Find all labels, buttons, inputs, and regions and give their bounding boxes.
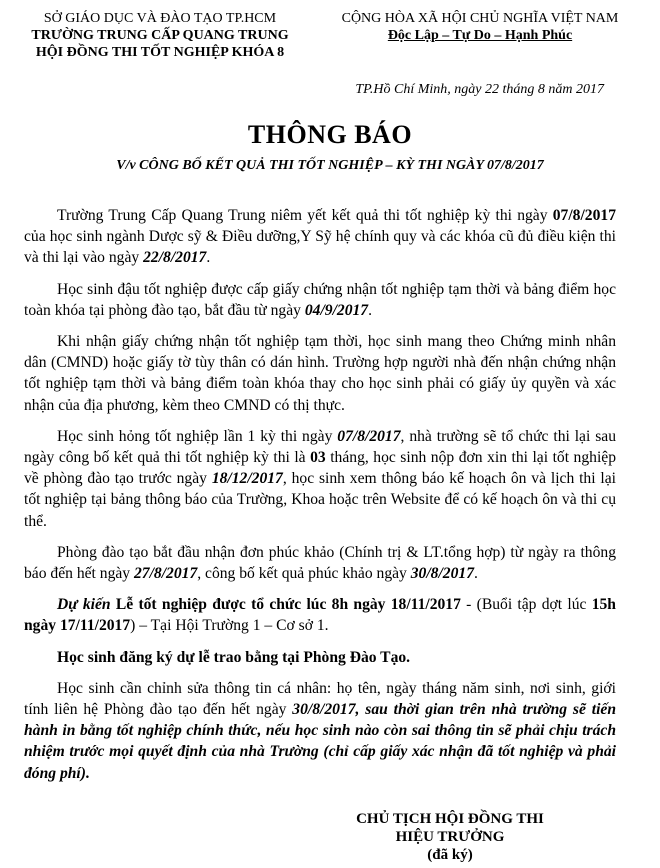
document-body <box>24 205 616 794</box>
paragraph-registration: Học sinh đăng ký dự lễ trao bằng tại Phòng Đào Tạo. <box>57 648 411 666</box>
document-title: THÔNG BÁO <box>247 120 413 149</box>
signer-title: CHỦ TỊCH HỘI ĐỒNG THI <box>356 811 544 827</box>
signature-block <box>330 810 570 864</box>
paragraph-appeal: Phòng đào tạo bắt đầu nhận đơn phúc khảo (Chính trị & LT.tổng hợp) từ ngày ra thông báo đến hết ngày 27/8/2017, công bố kết quả phúc khảo ngày 30/8/2017. <box>24 543 616 583</box>
national-motto: Độc Lập – Tự Do – Hạnh Phúc <box>387 28 573 43</box>
national-header <box>310 10 650 44</box>
signer-role: HIỆU TRƯỞNG <box>395 829 505 845</box>
paragraph-graduation-ceremony: Dự kiến Lễ tốt nghiệp được tổ chức lúc 8h ngày 18/11/2017 - (Buổi tập dợt lúc 15h ngày 17/11/2017) – Tại Hội Trường 1 – Cơ sở 1. <box>24 596 616 635</box>
date-line: TP.Hồ Chí Minh, ngày 22 tháng 8 năm 2017 <box>355 82 604 97</box>
paragraph-info-correction: Học sinh cần chỉnh sửa thông tin cá nhân: họ tên, ngày tháng năm sinh, nơi sinh, giới tính liên hệ Phòng đào tạo đến hết ngày 30/8/2017, sau thời gian trên nhà trường sẽ tiến hành in bằng tốt nghiệp chính thức, nếu học sinh nào còn sai thông tin sẽ phải chịu trách nhiệm trước mọi quyết định của nhà Trường (chỉ cấp giấy xác nhận đã tốt nghiệp và phải đóng phí). <box>24 679 616 782</box>
national-title: CỘNG HÒA XÃ HỘI CHỦ NGHĨA VIỆT NAM <box>341 11 619 26</box>
exam-council-name: HỘI ĐỒNG THI TỐT NGHIỆP KHÓA 8 <box>35 45 285 60</box>
issuer-header <box>10 10 310 61</box>
paragraph-results-posted: Trường Trung Cấp Quang Trung niêm yết kết quả thi tốt nghiệp kỳ thi ngày 07/8/2017 của học sinh ngành Dược sỹ & Điều dưỡng,Y Sỹ hệ chính quy và các khóa cũ đủ điều kiện thi và thi lại vào ngày 22/8/2017. <box>24 207 616 267</box>
paragraph-retake: Học sinh hỏng tốt nghiệp lần 1 kỳ thi ngày 07/8/2017, nhà trường sẽ tổ chức thi lại sau ngày công bố kết quả thi tốt nghiệp kỳ thi là 03 tháng, học sinh nộp đơn xin thi lại tốt nghiệp về phòng đào tạo trước ngày 18/12/2017, học sinh xem thông báo kế hoạch ôn và lịch thi lại tốt nghiệp tại bảng thông báo của Trường, Khoa hoặc trên Website để có kế hoạch ôn và thi cụ thể. <box>24 427 617 530</box>
department-name: SỞ GIÁO DỤC VÀ ĐÀO TẠO TP.HCM <box>43 11 277 26</box>
paragraph-id-requirement: Khi nhận giấy chứng nhận tốt nghiệp tạm thời, học sinh mang theo Chứng minh nhân dân (CMND) hoặc giấy tờ tùy thân có dán hình. Trường hợp người nhà đến nhận chứng nhận tốt nghiệp tạm thời và bảng điểm toàn khóa thay cho học sinh phải có giấy ủy quyền và xác nhận của địa phương, kèm theo CMND có thị thực. <box>24 333 616 414</box>
document-subtitle: V/v CÔNG BỐ KẾT QUẢ THI TỐT NGHIỆP – KỲ THI NGÀY 07/8/2017 <box>116 158 544 173</box>
paragraph-certificate: Học sinh đậu tốt nghiệp được cấp giấy chứng nhận tốt nghiệp tạm thời và bảng điểm học toàn khóa tại phòng đào tạo, bắt đầu từ ngày 04/9/2017. <box>24 280 616 319</box>
signed-note: (đã ký) <box>427 847 473 863</box>
school-name: TRƯỜNG TRUNG CẤP QUANG TRUNG <box>31 28 289 43</box>
